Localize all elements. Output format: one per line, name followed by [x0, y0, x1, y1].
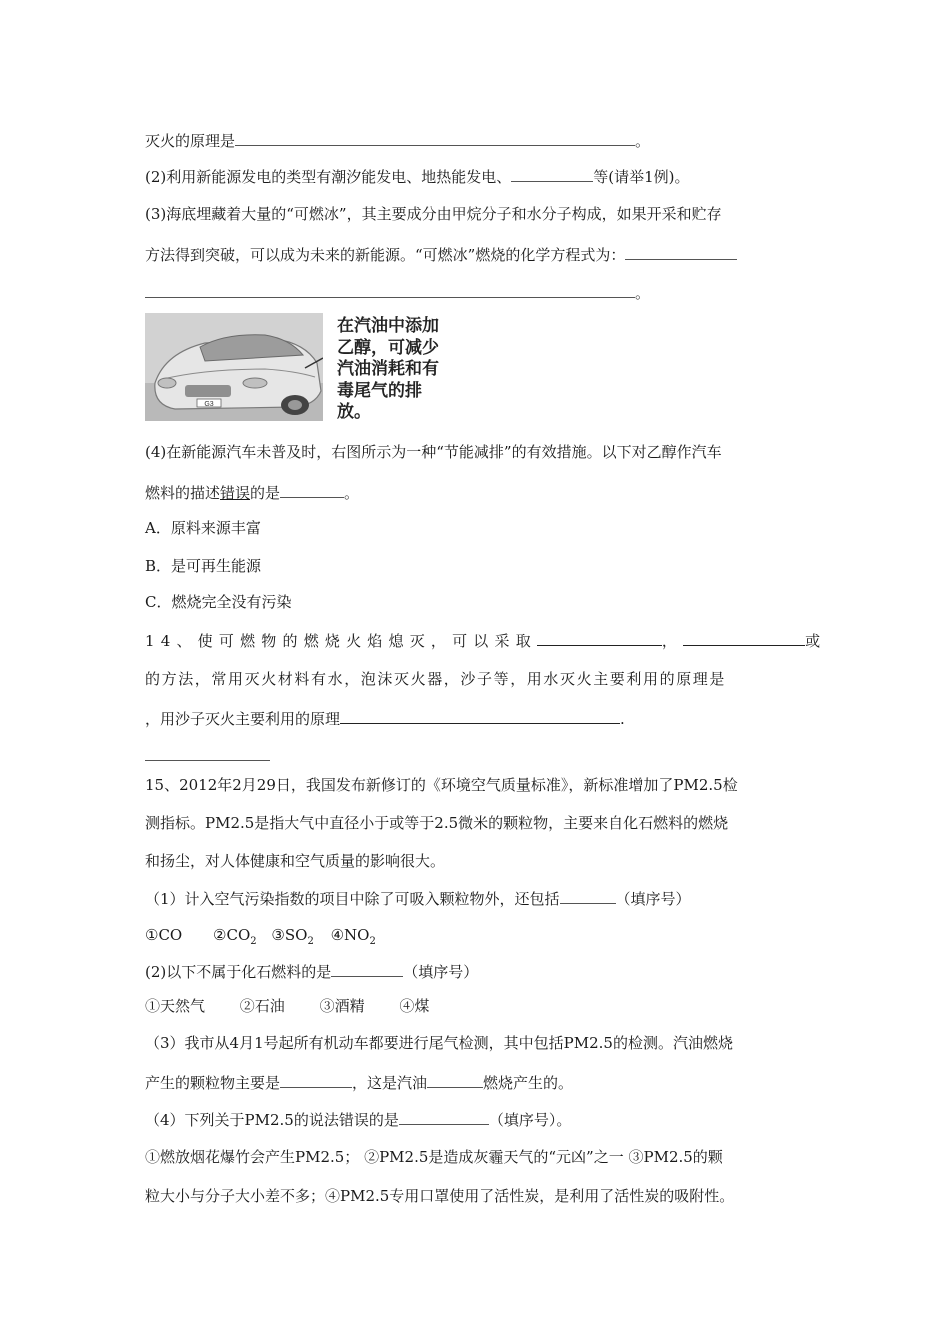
option: $④NO_2$ [330, 926, 376, 947]
answer-blank[interactable] [625, 244, 737, 260]
text-line [145, 708, 625, 729]
text: ，这是汽油 [352, 1074, 428, 1092]
text-line [145, 244, 737, 265]
text: （填序号） [403, 963, 479, 981]
text: ， [661, 632, 684, 650]
text: 产生的颗粒物主要是 [145, 1074, 281, 1092]
text-line: (4)在新能源汽车未普及时，右图所示为一种“节能减排”的有效措施。以下对乙醇作汽车 [145, 443, 722, 461]
answer-blank[interactable] [537, 630, 662, 646]
underlined-text: 错误 [220, 484, 251, 502]
text-line: (3)海底埋藏着大量的“可燃冰”，其主要成分由甲烷分子和水分子构成，如果开采和贮存 [145, 205, 722, 223]
text-line [145, 888, 691, 909]
answer-blank[interactable] [280, 482, 344, 498]
text-line [145, 996, 429, 1016]
answer-blank[interactable] [235, 130, 635, 146]
text-line: 和扬尘，对人体健康和空气质量的影响很大。 [145, 852, 446, 870]
text-line [145, 282, 650, 303]
option-a: A．原料来源丰富 [145, 519, 261, 537]
option: ④煤 [399, 997, 430, 1015]
text: 或 [805, 632, 827, 650]
text: ，用沙子灭火主要利用的原理 [145, 710, 341, 728]
text-line [145, 630, 826, 651]
text: 燃烧产生的。 [483, 1074, 574, 1092]
text: 灭火的原理是 [145, 132, 236, 150]
text: （填序号） [615, 890, 691, 908]
text-line [145, 925, 376, 952]
car-photo [145, 313, 323, 421]
text-line: 的方法，常用灭火材料有水，泡沫灭火器，沙子等，用水灭火主要利用的原理是 [145, 670, 727, 688]
text: （填序号）。 [488, 1111, 572, 1129]
answer-blank[interactable] [145, 282, 635, 298]
text: 14、使可燃物的燃烧火焰熄灭，可以采取 [145, 632, 537, 650]
text: 方法得到突破，可以成为未来的新能源。“可燃冰”燃烧的化学方程式为： [145, 246, 626, 264]
car-icon [145, 313, 323, 421]
text: 的是 [250, 484, 281, 502]
text: (2)以下不属于化石燃料的是 [145, 963, 332, 981]
answer-blank[interactable] [280, 1072, 352, 1088]
text-line: 测指标。PM2.5是指大气中直径小于或等于2.5微米的颗粒物，主要来自化石燃料的燃烧 [145, 814, 729, 832]
option: ①天然气 [145, 997, 206, 1015]
text-line: （3）我市从4月1号起所有机动车都要进行尾气检测，其中包括PM2.5的检测。汽油燃烧 [145, 1034, 733, 1052]
answer-blank[interactable] [399, 1109, 489, 1125]
text-line [145, 1109, 571, 1130]
text: （4）下列关于PM2.5的说法错误的是 [145, 1111, 399, 1129]
option: $②CO_2$ [213, 926, 257, 947]
option: ①CO [145, 926, 183, 944]
answer-blank[interactable] [511, 166, 593, 182]
text-line [145, 166, 690, 187]
text-line [145, 130, 650, 151]
figure-caption: 在汽油中添加乙醇，可减少汽油消耗和有毒尾气的排放。 [337, 316, 439, 422]
answer-blank[interactable] [560, 888, 616, 904]
text: 等(请举1例)。 [593, 168, 690, 186]
option-c: C．燃烧完全没有污染 [145, 593, 292, 611]
answer-blank[interactable] [331, 961, 403, 977]
plate-text: G3 [204, 401, 214, 408]
answer-blank[interactable] [427, 1072, 483, 1088]
text-line [145, 482, 359, 503]
text-line: 粒大小与分子大小差不多；④PM2.5专用口罩使用了活性炭，是利用了活性炭的吸附性。 [145, 1187, 735, 1205]
answer-blank[interactable] [683, 630, 805, 646]
text: 。 [635, 284, 651, 302]
answer-blank[interactable] [145, 760, 270, 761]
option: $③SO_2$ [271, 926, 314, 947]
text: 燃料的描述 [145, 484, 221, 502]
text-line: ①燃放烟花爆竹会产生PM2.5； ②PM2.5是造成灰霾天气的“元凶”之一 ③PM2.5的颗 [145, 1148, 723, 1166]
text: 。 [344, 484, 360, 502]
text: . [620, 710, 625, 728]
text-line [145, 961, 478, 982]
text-line [145, 1072, 573, 1093]
text: （1）计入空气污染指数的项目中除了可吸入颗粒物外，还包括 [145, 890, 560, 908]
text: 。 [635, 132, 651, 150]
text-line: 15、2012年2月29日，我国发布新修订的《环境空气质量标准》，新标准增加了PM2.5检 [145, 776, 738, 794]
option: ②石油 [239, 997, 285, 1015]
option-b: B．是可再生能源 [145, 557, 262, 575]
option: ③酒精 [319, 997, 365, 1015]
answer-blank[interactable] [340, 708, 620, 724]
text: (2)利用新能源发电的类型有潮汐能发电、地热能发电、 [145, 168, 512, 186]
